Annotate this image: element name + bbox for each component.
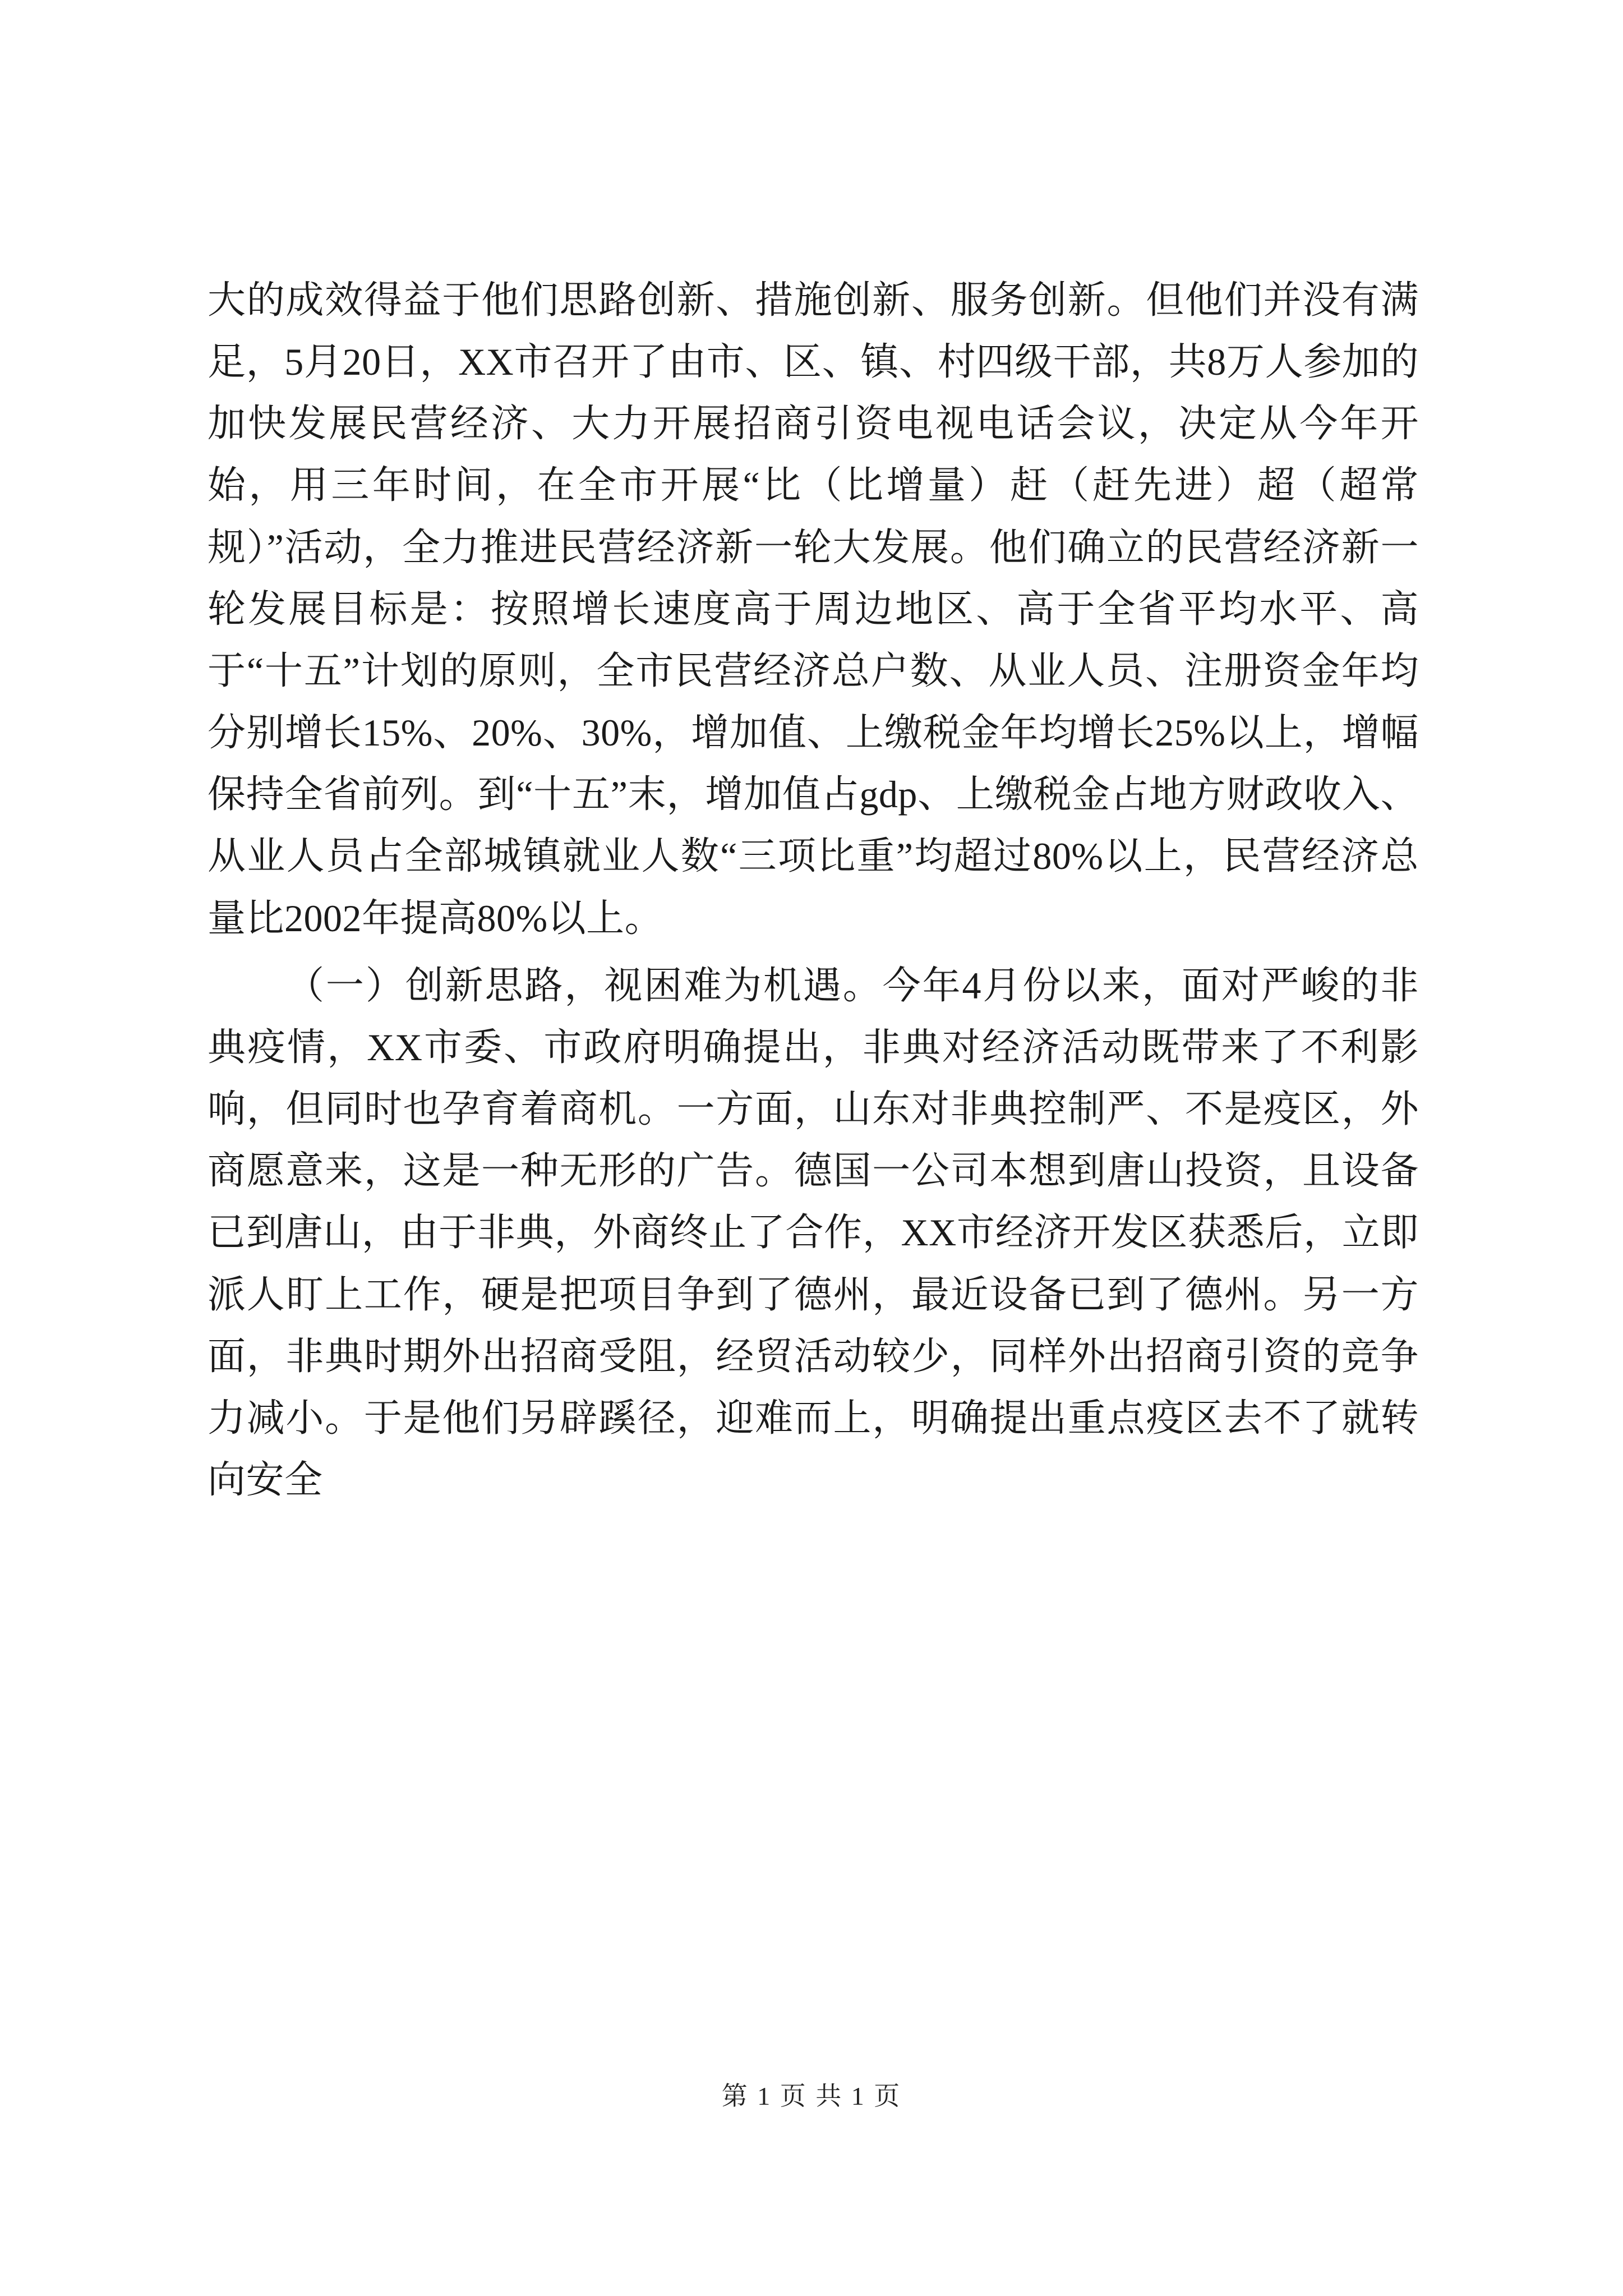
page-footer: 第 1 页 共 1 页: [721, 2082, 902, 2110]
document-body: [208, 269, 1419, 1511]
paragraph-1: 大的成效得益于他们思路创新、措施创新、服务创新。但他们并没有满足，5月20日，XX市召开了由市、区、镇、村四级干部，共8万人参加的加快发展民营经济、大力开展招商引资电视电话会议，决定从今年开始，用三年时间，在全市开展“比（比增量）赶（赶先进）超（超常规）”活动，全力推进民营经济新一轮大发展。他们确立的民营经济新一轮发展目标是：按照增长速度高于周边地区、高于全省平均水平、高于“十五”计划的原则，全市民营经济总户数、从业人员、注册资金年均分别增长15%、20%、30%，增加值、上缴税金年均增长25%以上，增幅保持全省前列。到“十五”末，增加值占gdp、上缴税金占地方财政收入、从业人员占全部城镇就业人数“三项比重”均超过80%以上，民营经济总量比2002年提高80%以上。: [208, 279, 1419, 940]
paragraph-2: （一）创新思路，视困难为机遇。今年4月份以来，面对严峻的非典疫情，XX市委、市政府明确提出，非典对经济活动既带来了不利影响，但同时也孕育着商机。一方面，山东对非典控制严、不是疫区，外商愿意来，这是一种无形的广告。德国一公司本想到唐山投资，且设备已到唐山，由于非典，外商终止了合作，XX市经济开发区获悉后，立即派人盯上工作，硬是把项目争到了德州，最近设备已到了德州。另一方面，非典时期外出招商受阻，经贸活动较少，同样外出招商引资的竞争力减小。于是他们另辟蹊径，迎难而上，明确提出重点疫区去不了就转向安全: [208, 964, 1419, 1501]
